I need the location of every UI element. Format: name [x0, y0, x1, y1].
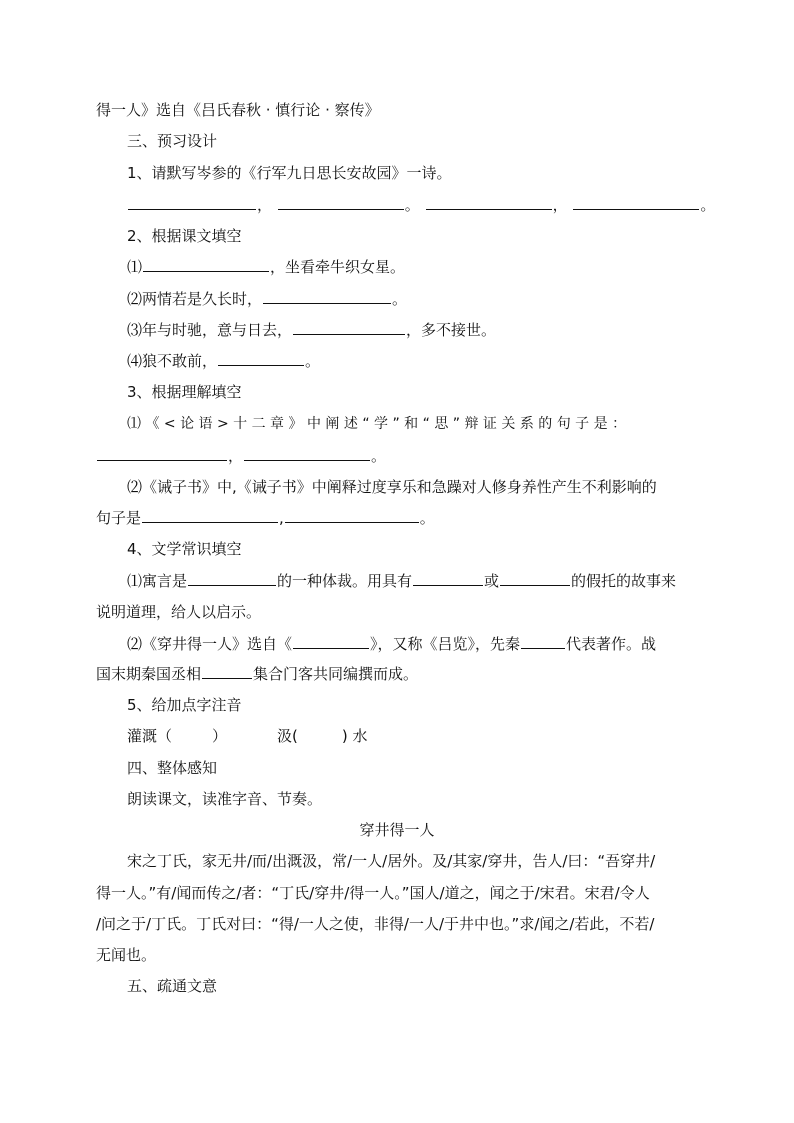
pinyin-item	[127, 726, 368, 746]
fill-item-1	[127, 257, 405, 277]
item-number: ⑴	[127, 258, 143, 276]
item-text: ⑵《穿井得一人》选自《	[127, 635, 293, 653]
separator: ,	[279, 509, 284, 527]
item-text: ⑷狼不敢前，	[127, 352, 218, 370]
answer-blank[interactable]	[293, 634, 369, 649]
text-title: 穿井得一人	[359, 821, 435, 839]
section-heading-meaning: 五、疏通文意	[127, 977, 218, 995]
fill-item-4	[127, 351, 320, 371]
separator: ，	[257, 196, 273, 214]
question-4: 4、文学常识填空	[127, 540, 242, 558]
understanding-item-1: ⑴ 《 < 论 语 > 十 二 章 》 中 阐 述 “ 学 ” 和 “ 思 ” 辩 证 关 系 的 句 子 是 ：	[127, 416, 627, 432]
answer-blank[interactable]	[285, 508, 419, 523]
passage-line: 得一人。”有/闻而传之/者：“丁氏/穿井/得一人。”国人/道之，闻之于/宋君。宋君/令人	[96, 884, 650, 902]
separator: 。	[700, 196, 716, 214]
literature-item-1	[127, 571, 676, 591]
literature-item-1-cont: 说明道理，给人以启示。	[96, 603, 262, 621]
reading-instruction: 朗读课文，读准字音、节奏。	[127, 790, 323, 808]
answer-blank[interactable]	[521, 634, 565, 649]
item-text: ，坐看牵牛织女星。	[270, 258, 406, 276]
answer-blank[interactable]	[278, 195, 404, 210]
section-heading-overview: 四、整体感知	[127, 759, 218, 777]
item-text: 灌溉（	[127, 727, 173, 745]
question-3: 3、根据理解填空	[127, 383, 242, 401]
answer-blank[interactable]	[413, 571, 483, 586]
separator: 。	[371, 447, 387, 465]
passage-line: 无闻也。	[96, 946, 157, 964]
understanding-blanks-1	[96, 446, 386, 466]
literature-item-2-cont	[96, 664, 418, 684]
answer-blank[interactable]	[244, 446, 370, 461]
answer-blank[interactable]	[500, 571, 570, 586]
item-text: 》，又称《吕览》，先秦	[370, 635, 521, 653]
item-text: 集合门客共同编撰而成。	[253, 665, 419, 683]
literature-item-2	[127, 634, 656, 654]
fill-item-2	[127, 289, 407, 309]
understanding-item-2: ⑵《诫子书》中,《诫子书》中阐释过度享乐和急躁对人修身养性产生不利影响的	[127, 478, 657, 496]
question-2: 2、根据课文填空	[127, 227, 242, 245]
understanding-blanks-2	[96, 508, 435, 528]
item-text: 汲(	[277, 727, 298, 745]
poem-blanks-line	[127, 195, 715, 215]
separator: ，	[228, 447, 244, 465]
item-text: ⑵两情若是久长时，	[127, 290, 263, 308]
question-5: 5、给加点字注音	[127, 696, 242, 714]
item-text: 的假托的故事来	[571, 572, 677, 590]
answer-blank[interactable]	[128, 195, 256, 210]
source-line: 得一人》选自《吕氏春秋 · 慎行论 · 察传》	[96, 101, 380, 119]
answer-blank[interactable]	[293, 320, 405, 335]
item-text: 。	[305, 352, 321, 370]
answer-blank[interactable]	[143, 257, 269, 272]
answer-blank[interactable]	[263, 289, 391, 304]
answer-blank[interactable]	[97, 446, 227, 461]
item-text: 。	[392, 290, 408, 308]
item-text: 的一种体裁。用具有	[277, 572, 413, 590]
question-1: 1、请默写岑参的《行军九日思长安故园》一诗。	[127, 164, 452, 182]
passage-line: /问之于/丁氏。丁氏对曰：“得/一人之使，非得/一人/于井中也。”求/闻之/若此，不若/	[96, 915, 655, 933]
answer-blank[interactable]	[202, 664, 252, 679]
section-heading-preview: 三、预习设计	[127, 132, 218, 150]
item-text: ) 水	[341, 727, 368, 745]
passage-line: 宋之丁氏，家无井/而/出溉汲，常/一人/居外。及/其家/穿井，告人/曰：“吾穿井/	[127, 852, 656, 870]
item-text: ⑶年与时驰，意与日去，	[127, 321, 293, 339]
item-text: ⑴寓言是	[127, 572, 188, 590]
answer-blank[interactable]	[218, 351, 304, 366]
item-text: ，多不接世。	[406, 321, 497, 339]
item-text: 或	[484, 572, 500, 590]
separator: ，	[552, 196, 568, 214]
answer-blank[interactable]	[573, 195, 699, 210]
answer-blank[interactable]	[188, 571, 276, 586]
answer-blank[interactable]	[426, 195, 552, 210]
fill-item-3	[127, 320, 496, 340]
item-text: 代表著作。战	[566, 635, 657, 653]
separator: 。	[419, 509, 435, 527]
separator: 。	[404, 196, 420, 214]
answer-blank[interactable]	[142, 508, 278, 523]
item-text: ）	[212, 727, 228, 745]
item-text: 国末期秦国丞相	[96, 665, 202, 683]
item-text: 句子是	[96, 509, 142, 527]
